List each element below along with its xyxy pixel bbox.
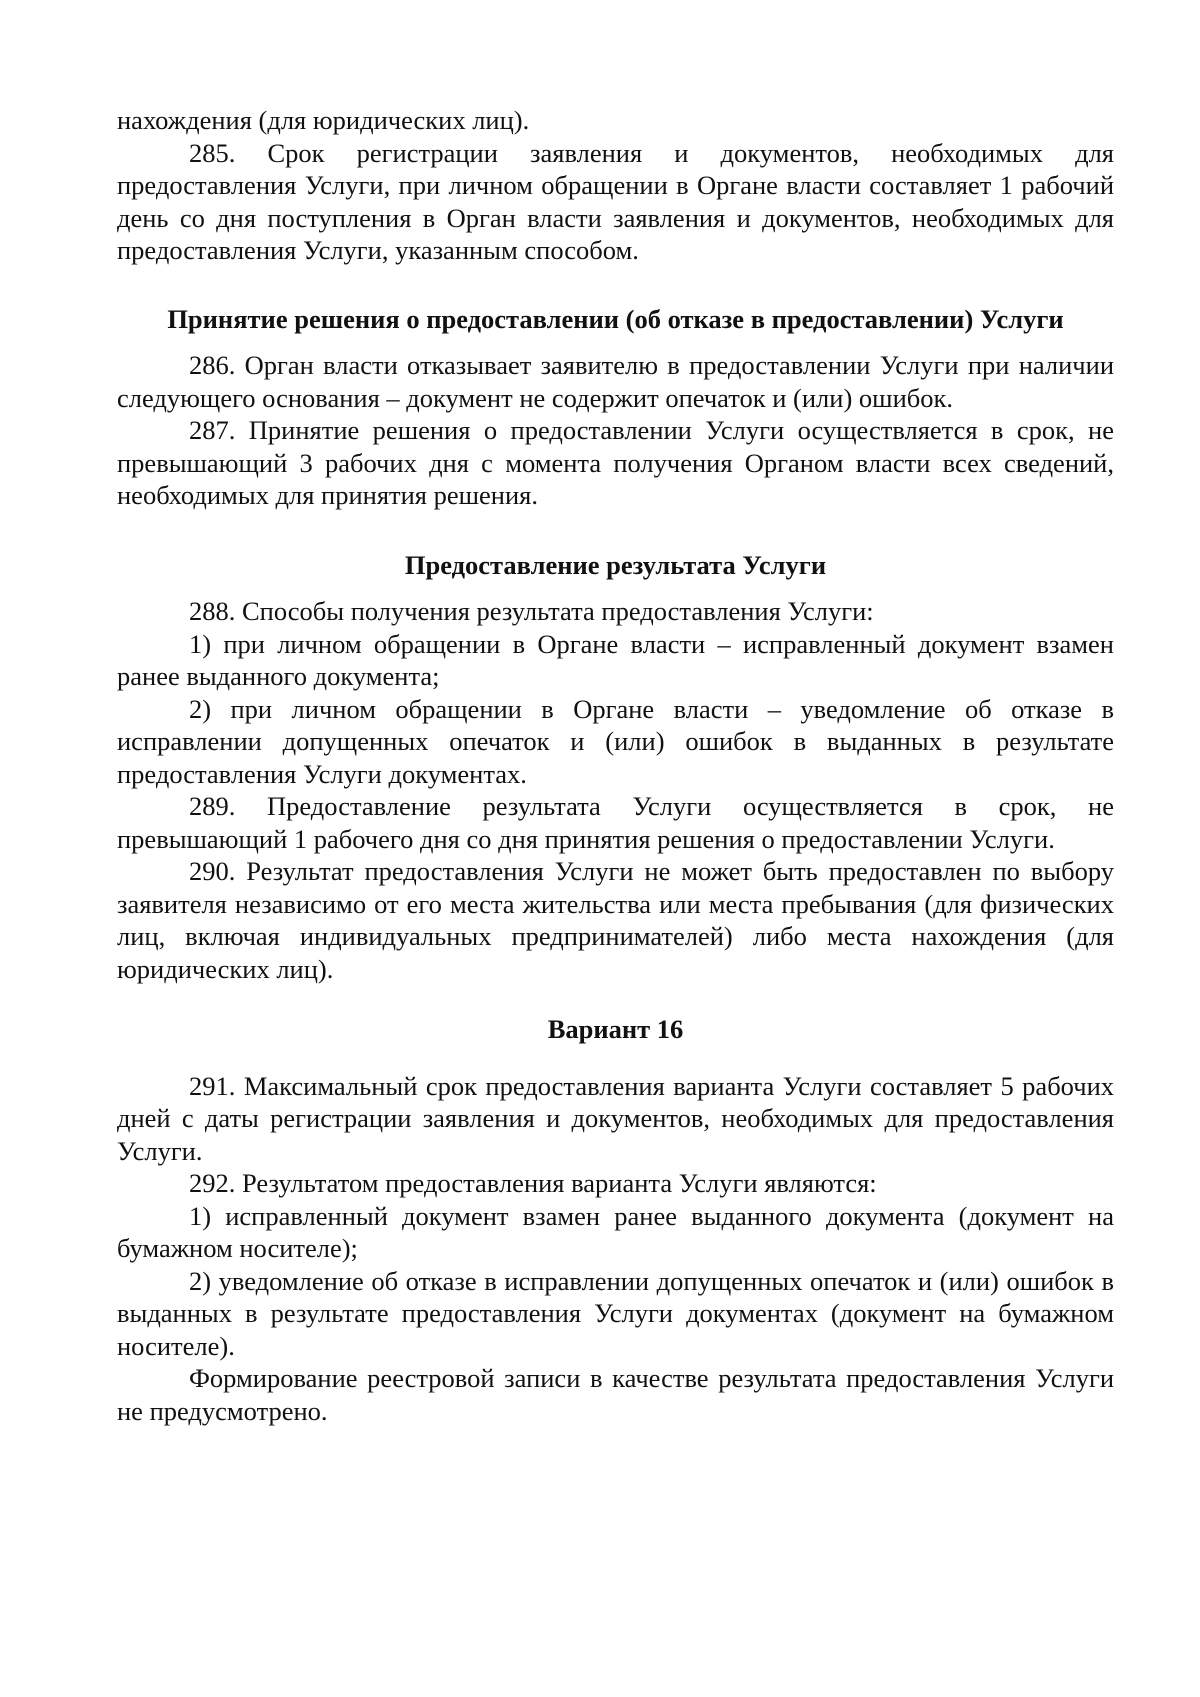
paragraph-292: 292. Результатом предоставления варианта Услуги являются: [189,1168,877,1198]
paragraph-continuation: нахождения (для юридических лиц). [117,105,530,135]
section-heading-result: Предоставление результата Услуги [404,549,827,580]
section-result-body [117,595,1114,985]
section-decision-body [117,349,1114,512]
list-item-292-2: 2) уведомление об отказе в исправлении допущенных опечаток и (или) ошибок в выданных в результате предоставления Услуги документах (документ на бумажном носителе). [117,1265,1114,1361]
paragraph-285: 285. Срок регистрации заявления и документов, необходимых для предоставления Услуги, при личном обращении в Органе власти составляет 1 рабочий день со дня поступления в Орган власти заявления и документов, необходимых для предоставления Услуги, указанным способом. [117,137,1114,265]
section-heading-decision: Принятие решения о предоставлении (об отказе в предоставлении) Услуги [167,303,1064,334]
section-variant-body [117,1070,1114,1428]
list-item-288-1: 1) при личном обращении в Органе власти – исправленный документ взамен ранее выданного документа; [117,628,1114,691]
paragraph-288: 288. Способы получения результата предоставления Услуги: [189,596,874,626]
paragraph-290: 290. Результат предоставления Услуги не может быть предоставлен по выбору заявителя независимо от его места жительства или места пребывания (для физических лиц, включая индивидуальных предпринимателей) либо места нахождения (для юридических лиц). [117,856,1114,984]
section-heading-variant: Вариант 16 [547,1014,684,1044]
document-page [117,104,1114,1427]
list-item-288-2: 2) при личном обращении в Органе власти – уведомление об отказе в исправлении допущенных опечаток и (или) ошибок в выданных в результате предоставления Услуги документах. [117,693,1114,789]
paragraph-289: 289. Предоставление результата Услуги осуществляется в срок, не превышающий 1 рабочего дня со дня принятия решения о предоставлении Услуги. [117,791,1114,854]
paragraph-286: 286. Орган власти отказывает заявителю в предоставлении Услуги при наличии следующего основания – документ не содержит опечаток и (или) ошибок. [117,350,1114,413]
list-item-292-1: 1) исправленный документ взамен ранее выданного документа (документ на бумажном носителе); [117,1200,1114,1263]
paragraph-291: 291. Максимальный срок предоставления варианта Услуги составляет 5 рабочих дней с даты регистрации заявления и документов, необходимых для предоставления Услуги. [117,1070,1114,1166]
paragraph-registry-note: Формирование реестровой записи в качестве результата предоставления Услуги не предусмотрено. [117,1363,1114,1426]
paragraph-287: 287. Принятие решения о предоставлении Услуги осуществляется в срок, не превышающий 3 рабочих дня с момента получения Органом власти всех сведений, необходимых для принятия решения. [117,415,1114,510]
